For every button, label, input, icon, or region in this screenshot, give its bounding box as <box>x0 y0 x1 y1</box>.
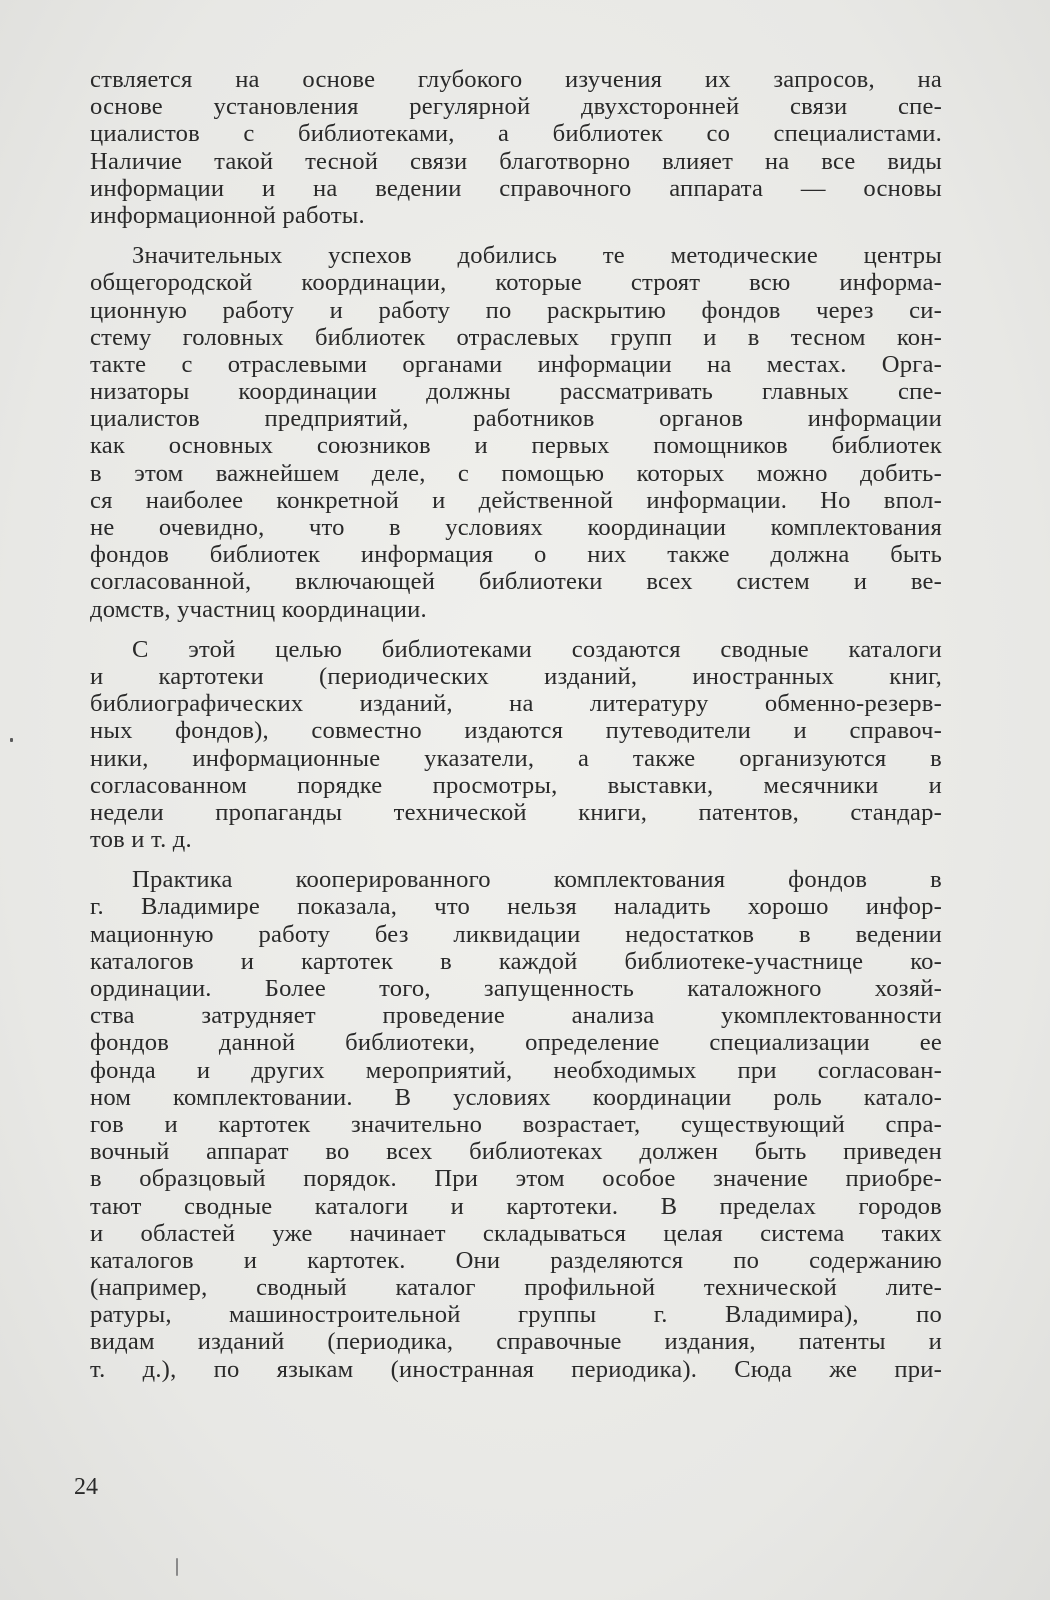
paragraph <box>90 66 942 229</box>
text-line: ся наиболее конкретной и действенной информации. Но впол- <box>90 486 942 514</box>
text-line: ординации. Более того, запущенность каталожного хозяй- <box>90 975 942 1002</box>
text-line: Наличие такой тесной связи благотворно влияет на все виды <box>90 147 942 175</box>
text-line: такте с отраслевыми органами информации на местах. Орга- <box>90 350 942 378</box>
text-line: и областей уже начинает складываться целая система таких <box>90 1219 942 1247</box>
text-line: циалистов с библиотеками, а библиотек со специалистами. <box>90 120 942 148</box>
text-line: основе установления регулярной двухсторонней связи спе- <box>90 93 942 121</box>
text-line: фонда и других мероприятий, необходимых при согласован- <box>90 1056 942 1084</box>
text-line: согласованном порядке просмотры, выставки, месячники и <box>90 771 942 799</box>
text-line: ствляется на основе глубокого изучения их запросов, на <box>90 66 942 93</box>
text-line: видам изданий (периодика, справочные издания, патенты и <box>90 1328 942 1356</box>
paragraph <box>90 636 942 854</box>
text-line: каталогов и картотек в каждой библиотеке-участнице ко- <box>90 947 942 975</box>
text-line: как основных союзников и первых помощников библиотек <box>90 432 942 460</box>
text-line: стему головных библиотек отраслевых групп и в тесном кон- <box>90 323 942 351</box>
text-line: Практика кооперированного комплектования фондов в <box>132 866 942 894</box>
text-line: (например, сводный каталог профильной технической лите- <box>90 1274 942 1302</box>
text-line: ства затрудняет проведение анализа укомплектованности <box>90 1002 942 1030</box>
text-line: фондов библиотек информация о них также должна быть <box>90 541 942 569</box>
text-line: ных фондов), совместно издаются путеводители и справоч- <box>90 717 942 745</box>
text-line: информационной работы. <box>90 201 365 229</box>
text-line: г. Владимире показала, что нельзя наладить хорошо инфор- <box>90 893 942 921</box>
body-text <box>90 66 942 1396</box>
text-line: т. д.), по языкам (иностранная периодика). Сюда же при- <box>90 1355 942 1383</box>
text-line: ратуры, машиностроительной группы г. Владимира), по <box>90 1301 942 1329</box>
text-line: общегородской координации, которые строят всю информа- <box>90 269 942 297</box>
text-line: гов и картотек значительно возрастает, существующий спра- <box>90 1110 942 1138</box>
text-line: согласованной, включающей библиотеки всех систем и ве- <box>90 568 942 596</box>
page-number: 24 <box>74 1474 98 1500</box>
text-line: информации и на ведении справочного аппарата — основы <box>90 174 942 202</box>
text-line: тают сводные каталоги и картотеки. В пределах городов <box>90 1192 942 1220</box>
print-speck <box>176 1558 178 1576</box>
text-line: тов и т. д. <box>90 826 192 854</box>
text-line: не очевидно, что в условиях координации комплектования <box>90 514 942 541</box>
text-line: циалистов предприятий, работников органов информации <box>90 405 942 433</box>
text-line: библиографических изданий, на литературу обменно-резерв- <box>90 690 942 718</box>
text-line: ционную работу и работу по раскрытию фондов через си- <box>90 296 942 324</box>
text-line: в этом важнейшем деле, с помощью которых можно добить- <box>90 459 942 487</box>
paragraph <box>90 242 942 623</box>
print-speck <box>10 738 13 742</box>
text-line: недели пропаганды технической книги, патентов, стандар- <box>90 798 942 826</box>
paragraph <box>90 866 942 1383</box>
text-line: ном комплектовании. В условиях координации роль катало- <box>90 1083 942 1111</box>
text-line: мационную работу без ликвидации недостатков в ведении <box>90 920 942 948</box>
text-line: фондов данной библиотеки, определение специализации ее <box>90 1029 942 1057</box>
text-line: домств, участниц координации. <box>90 595 427 623</box>
text-line: ники, информационные указатели, а также организуются в <box>90 744 942 772</box>
text-line: каталогов и картотек. Они разделяются по содержанию <box>90 1246 942 1274</box>
text-line: низаторы координации должны рассматривать главных спе- <box>90 378 942 406</box>
text-line: Значительных успехов добились те методические центры <box>132 242 942 270</box>
text-line: С этой целью библиотеками создаются сводные каталоги <box>132 635 942 663</box>
text-line: вочный аппарат во всех библиотеках должен быть приведен <box>90 1138 942 1166</box>
text-line: в образцовый порядок. При этом особое значение приобре- <box>90 1165 942 1193</box>
text-line: и картотеки (периодических изданий, иностранных книг, <box>90 662 942 690</box>
